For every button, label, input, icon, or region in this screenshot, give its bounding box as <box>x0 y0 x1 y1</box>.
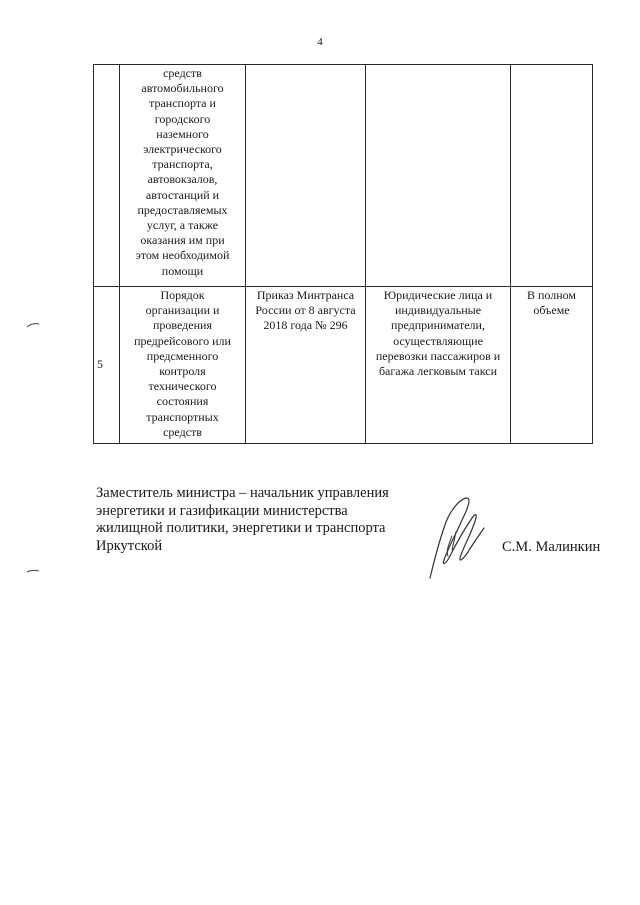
requirement-name-cell: средств автомобильного транспорта и городского наземного электрического транспорта, автовокзалов, автостанций и предоставляемых услуг, а также оказания им при этом необходимой помощи <box>120 65 246 287</box>
legal-act-cell: Приказ Минтранса России от 8 августа 2018 года № 296 <box>246 287 366 444</box>
page-number: 4 <box>317 36 323 48</box>
requirement-name-cell: Порядок организации и проведения предрейсового или предсменного контроля технического состояния транспортных средств <box>120 287 246 444</box>
row-number-cell: 5 <box>94 287 120 444</box>
margin-mark <box>26 322 40 328</box>
row-number-cell <box>94 65 120 287</box>
requirements-table <box>93 64 593 444</box>
margin-mark <box>26 568 40 574</box>
subjects-cell: Юридические лица и индивидуальные предприниматели, осуществляющие перевозки пассажиров и багажа легковым такси <box>366 287 511 444</box>
table-row <box>94 287 593 444</box>
scope-cell: В полном объеме <box>511 287 593 444</box>
handwritten-signature <box>422 492 492 582</box>
subjects-cell <box>366 65 511 287</box>
scope-cell <box>511 65 593 287</box>
signer-position: Заместитель министра – начальник управления энергетики и газификации министерства жилищной политики, энергетики и транспорта Иркутской <box>96 485 389 554</box>
legal-act-cell <box>246 65 366 287</box>
signer-name: С.М. Малинкин <box>502 539 601 555</box>
table-row <box>94 65 593 287</box>
